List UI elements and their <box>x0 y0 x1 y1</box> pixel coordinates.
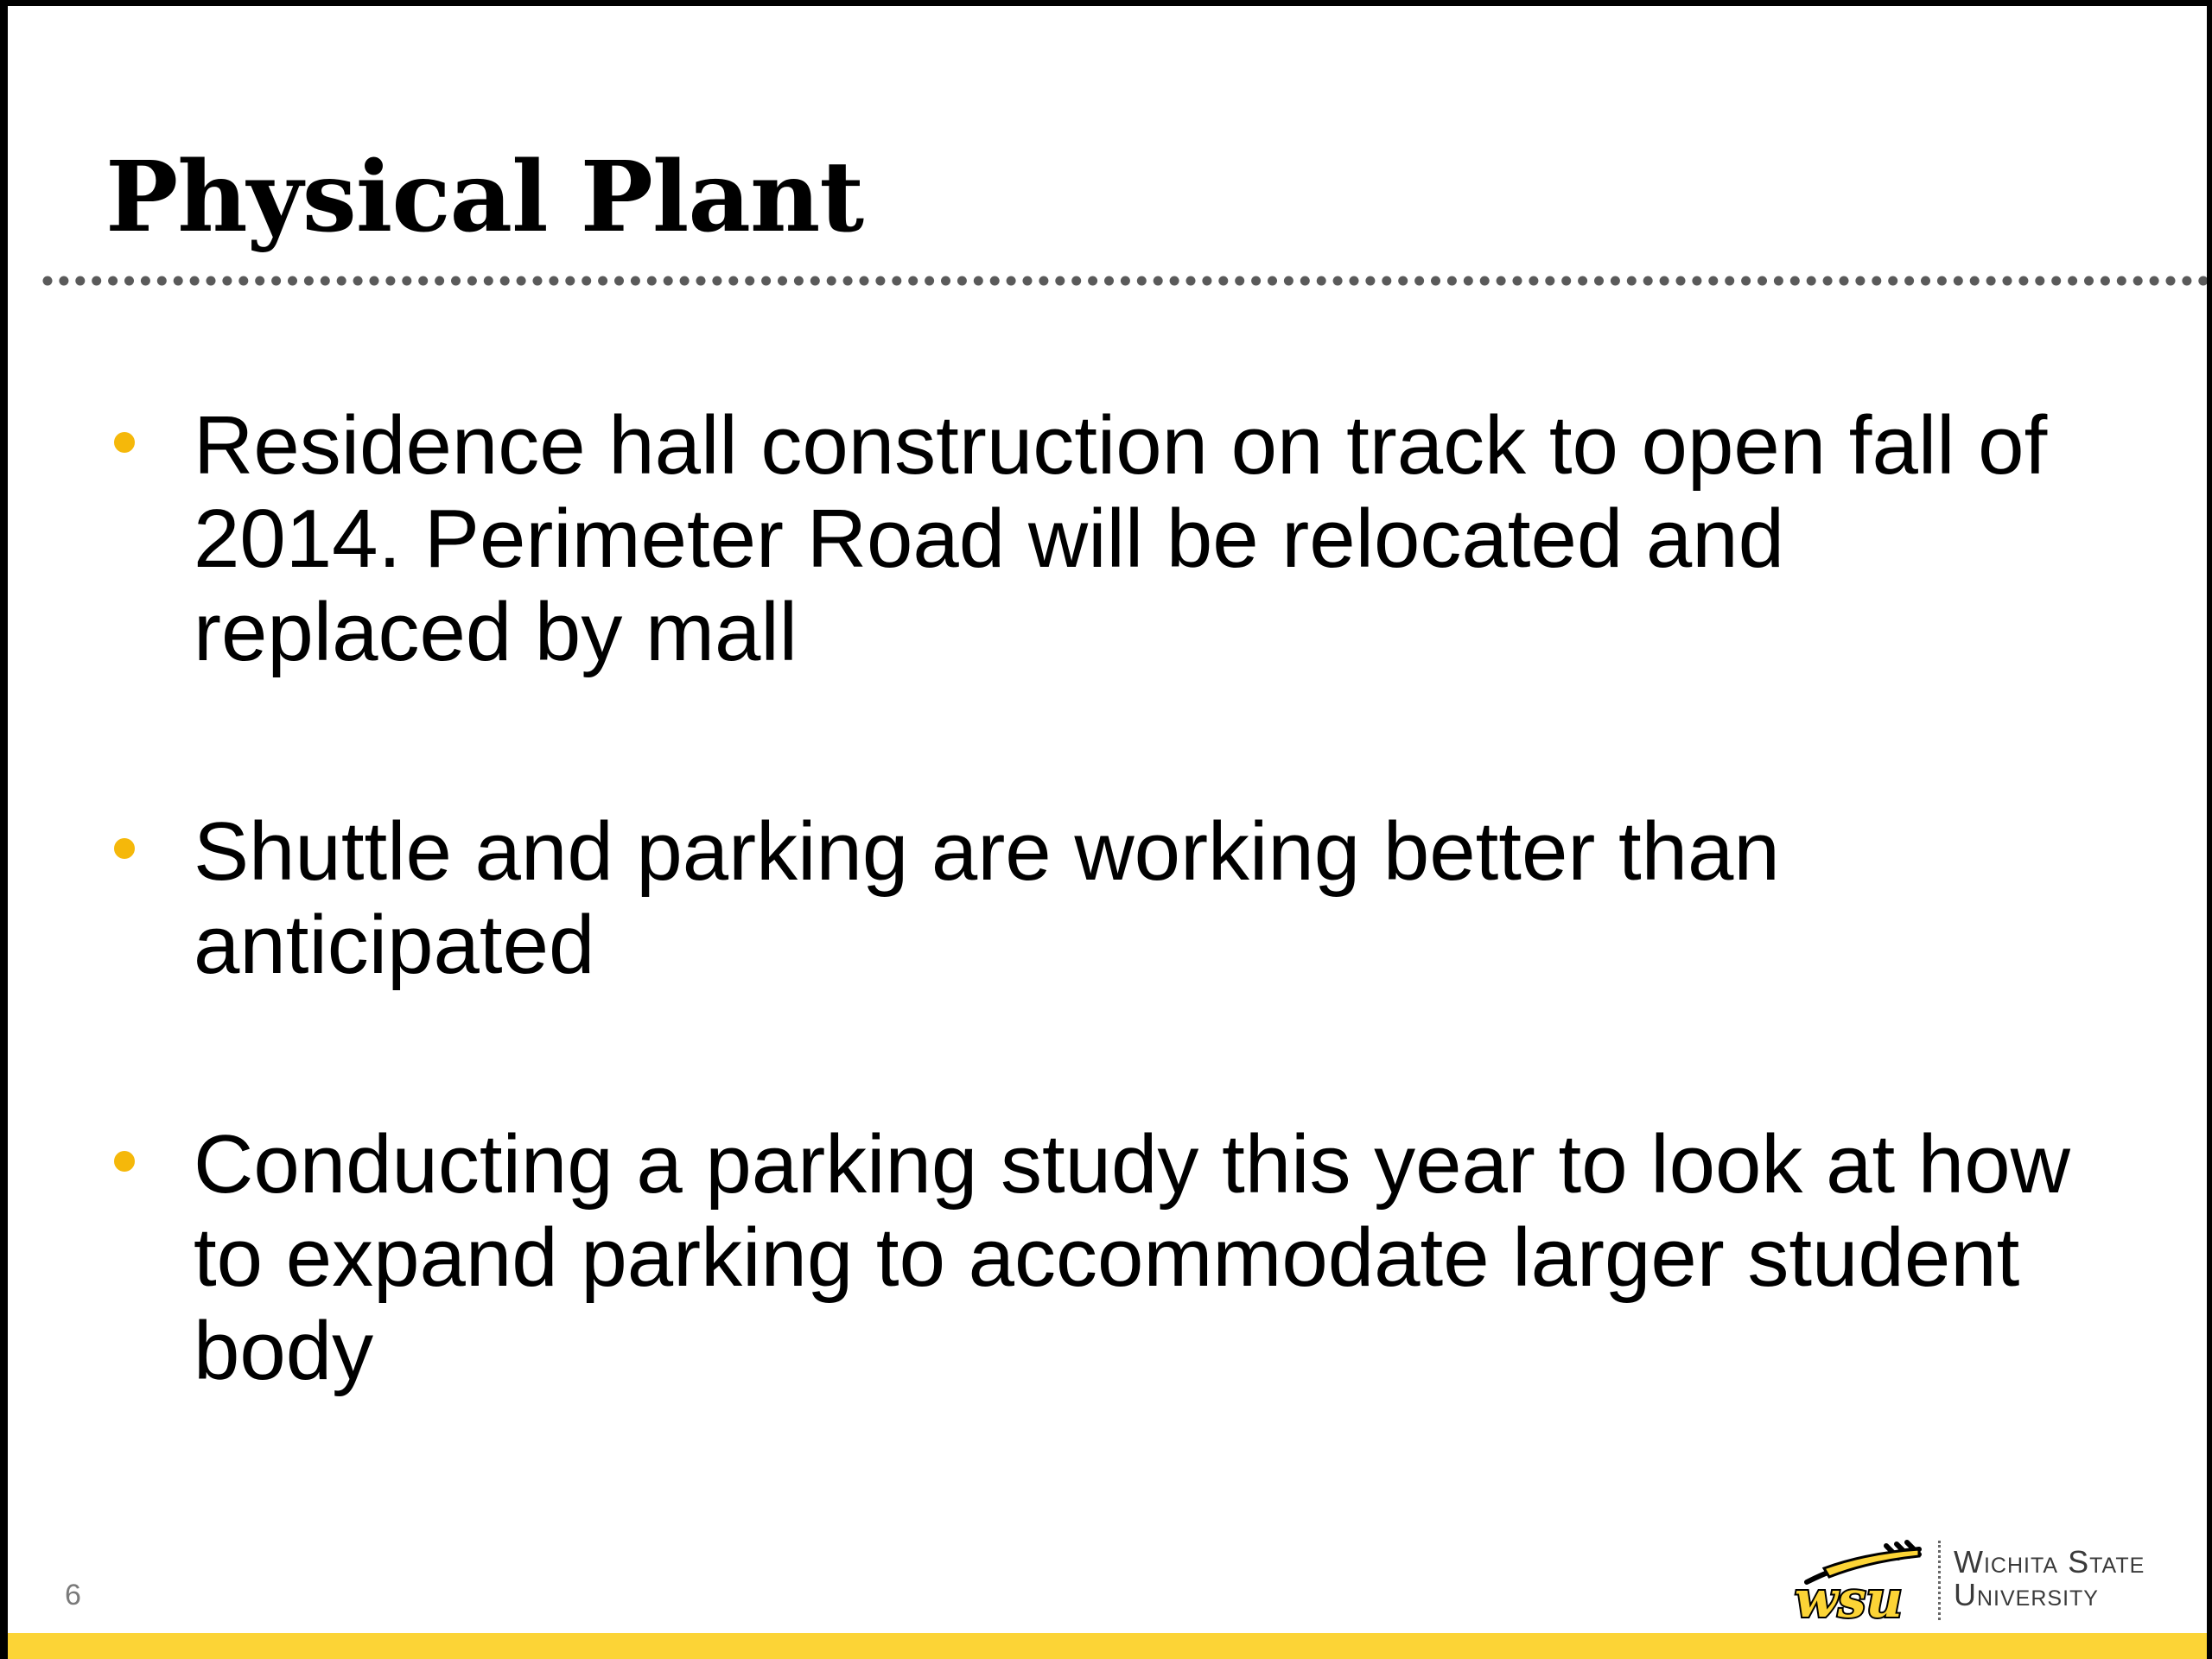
divider-dot <box>370 276 379 286</box>
divider-dot <box>1545 276 1554 286</box>
divider-dot <box>1904 276 1914 286</box>
bullet-text: Shuttle and parking are working better than anticipated <box>194 805 1780 991</box>
divider-dot <box>1284 276 1294 286</box>
wichita-state-logo <box>1789 1537 2178 1624</box>
divider-dot <box>1561 276 1571 286</box>
divider-dot <box>696 276 706 286</box>
divider-dot <box>549 276 558 286</box>
divider-dot <box>1365 276 1375 286</box>
divider-dot <box>1937 276 1947 286</box>
divider-dot <box>1431 276 1440 286</box>
divider-dot <box>92 276 101 286</box>
divider-dot <box>1954 276 1963 286</box>
divider-dot <box>2068 276 2077 286</box>
divider-dot <box>1447 276 1457 286</box>
bullet-item <box>105 1118 2093 1398</box>
divider-dot <box>1055 276 1065 286</box>
divider-dot <box>1235 276 1244 286</box>
divider-dot <box>990 276 1000 286</box>
divider-dot <box>321 276 330 286</box>
divider-dot <box>925 276 934 286</box>
divider-dot <box>2084 276 2094 286</box>
divider-dot <box>435 276 444 286</box>
divider-dot <box>207 276 216 286</box>
bullet-dot-icon <box>114 1151 135 1172</box>
divider-dot <box>1840 276 1849 286</box>
divider-dot <box>1350 276 1359 286</box>
divider-dot <box>1888 276 1897 286</box>
bullet-item <box>105 399 2093 679</box>
divider-dot <box>875 276 885 286</box>
title-dotted-divider <box>41 274 2212 288</box>
divider-dot <box>1921 276 1930 286</box>
divider-dot <box>1464 276 1473 286</box>
bullet-text: Residence hall construction on track to open fall of 2014. Perimeter Road will be relocated and replaced by mall <box>194 399 2048 678</box>
divider-dot <box>860 276 869 286</box>
divider-dot <box>843 276 853 286</box>
divider-dot <box>2051 276 2061 286</box>
divider-dot <box>1660 276 1669 286</box>
logo-line-1: Wichita State <box>1954 1544 2145 1580</box>
divider-dot <box>2003 276 2012 286</box>
divider-dot <box>1594 276 1604 286</box>
divider-dot <box>108 276 118 286</box>
divider-dot <box>141 276 150 286</box>
divider-dot <box>1774 276 1783 286</box>
divider-dot <box>941 276 950 286</box>
divider-dot <box>190 276 200 286</box>
divider-dot <box>1676 276 1686 286</box>
logo-line-2: University <box>1954 1577 2099 1612</box>
divider-dot <box>238 276 248 286</box>
divider-dot <box>1708 276 1718 286</box>
divider-dot <box>1039 276 1048 286</box>
divider-dot <box>2133 276 2143 286</box>
bullet-list <box>105 399 2093 1524</box>
divider-dot <box>353 276 363 286</box>
divider-dot <box>728 276 738 286</box>
divider-dot <box>794 276 804 286</box>
divider-dot <box>2182 276 2191 286</box>
bullet-dot-icon <box>114 432 135 453</box>
divider-dot <box>385 276 395 286</box>
slide-title: Physical Plant <box>105 141 864 254</box>
divider-dot <box>2166 276 2176 286</box>
divider-dot <box>1855 276 1865 286</box>
divider-dot <box>2198 276 2208 286</box>
bullet-dot-icon <box>114 838 135 859</box>
divider-dot <box>1970 276 1980 286</box>
divider-dot <box>304 276 314 286</box>
divider-dot <box>1071 276 1081 286</box>
divider-dot <box>1758 276 1767 286</box>
divider-dot <box>810 276 820 286</box>
divider-dot <box>1643 276 1653 286</box>
divider-dot <box>418 276 428 286</box>
divider-dot <box>1986 276 1996 286</box>
divider-dot <box>1398 276 1408 286</box>
divider-dot <box>680 276 690 286</box>
divider-dot <box>1088 276 1097 286</box>
divider-dot <box>124 276 134 286</box>
divider-dot <box>1578 276 1587 286</box>
divider-dot <box>1414 276 1424 286</box>
svg-text:wsu: wsu <box>1795 1570 1903 1624</box>
divider-dot <box>2035 276 2044 286</box>
divider-dot <box>745 276 754 286</box>
divider-dot <box>1497 276 1506 286</box>
divider-dot <box>957 276 967 286</box>
wsu-shocker-logo-icon <box>1789 1537 1936 1624</box>
divider-dot <box>1154 276 1163 286</box>
divider-dot <box>647 276 657 286</box>
divider-dot <box>1202 276 1211 286</box>
divider-dot <box>1186 276 1196 286</box>
divider-dot <box>157 276 167 286</box>
divider-dot <box>565 276 575 286</box>
divider-dot <box>533 276 543 286</box>
divider-dot <box>2150 276 2159 286</box>
divider-dot <box>2018 276 2028 286</box>
footer-gold-bar <box>8 1633 2207 1659</box>
divider-dot <box>1104 276 1114 286</box>
divider-dot <box>59 276 68 286</box>
divider-dot <box>467 276 477 286</box>
divider-dot <box>1382 276 1391 286</box>
divider-dot <box>1611 276 1620 286</box>
divider-dot <box>614 276 624 286</box>
divider-dot <box>174 276 183 286</box>
divider-dot <box>598 276 607 286</box>
divider-dot <box>1300 276 1310 286</box>
divider-dot <box>1007 276 1016 286</box>
divider-dot <box>761 276 771 286</box>
logo-separator <box>1938 1541 1941 1620</box>
divider-dot <box>1023 276 1033 286</box>
divider-dot <box>1872 276 1881 286</box>
bullet-text: Conducting a parking study this year to look at how to expand parking to accommodate larger student body <box>194 1118 2070 1397</box>
divider-dot <box>1251 276 1261 286</box>
divider-dot <box>827 276 836 286</box>
divider-dot <box>1170 276 1179 286</box>
divider-dot <box>1807 276 1816 286</box>
divider-dot <box>2117 276 2126 286</box>
bullet-item <box>105 805 2093 992</box>
divider-dot <box>631 276 640 286</box>
divider-dot <box>1480 276 1490 286</box>
divider-dot <box>517 276 526 286</box>
divider-dot <box>1317 276 1326 286</box>
divider-dot <box>2101 276 2110 286</box>
divider-dot <box>1333 276 1343 286</box>
divider-dot <box>500 276 510 286</box>
divider-dot <box>1268 276 1277 286</box>
divider-dot <box>43 276 53 286</box>
divider-dot <box>75 276 85 286</box>
divider-dot <box>1741 276 1751 286</box>
divider-dot <box>892 276 901 286</box>
divider-dot <box>908 276 918 286</box>
divider-dot <box>271 276 281 286</box>
divider-dot <box>778 276 787 286</box>
divider-dot <box>451 276 461 286</box>
divider-dot <box>1137 276 1147 286</box>
divider-dot <box>1529 276 1538 286</box>
divider-dot <box>1121 276 1130 286</box>
divider-dot <box>1692 276 1701 286</box>
divider-dot <box>1627 276 1637 286</box>
divider-dot <box>1790 276 1800 286</box>
divider-dot <box>337 276 346 286</box>
divider-dot <box>664 276 673 286</box>
divider-dot <box>974 276 983 286</box>
divider-dot <box>1513 276 1522 286</box>
divider-dot <box>1218 276 1228 286</box>
logo-wordmark <box>1954 1546 2145 1611</box>
divider-dot <box>582 276 591 286</box>
divider-dot <box>222 276 232 286</box>
divider-dot <box>712 276 721 286</box>
divider-dot <box>484 276 493 286</box>
divider-dot <box>402 276 411 286</box>
page-number: 6 <box>65 1579 81 1611</box>
divider-dot <box>255 276 264 286</box>
divider-dot <box>288 276 297 286</box>
divider-dot <box>1725 276 1734 286</box>
divider-dot <box>1823 276 1833 286</box>
